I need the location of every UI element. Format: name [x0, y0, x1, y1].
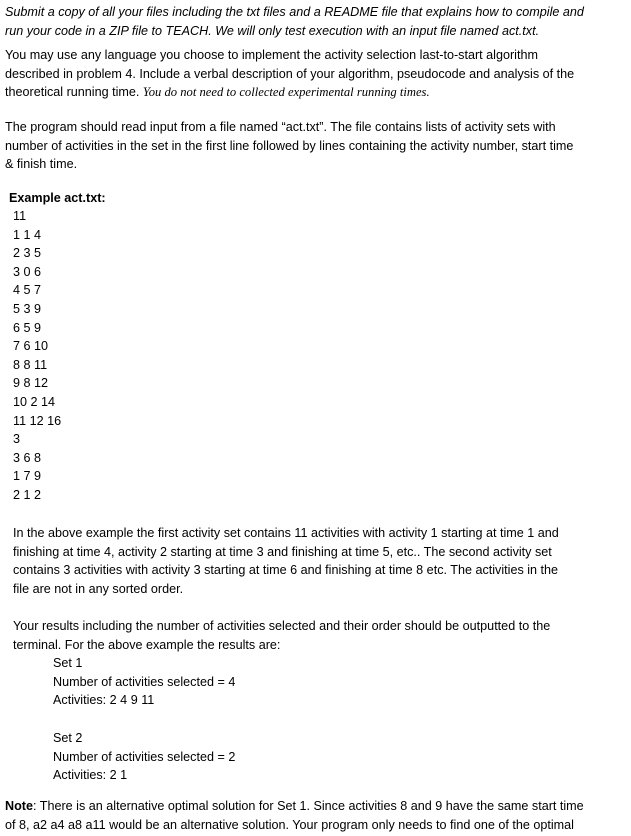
example-line: 11 — [13, 209, 27, 223]
example-line: 2 3 5 — [13, 246, 42, 261]
example-line: 11 12 16 — [13, 413, 62, 428]
example-line: 10 2 14 — [13, 394, 56, 409]
language-paragraph — [5, 46, 629, 102]
results-line-1: Your results including the number of activities selected and their order should be outputted to the — [13, 619, 551, 633]
language-line-2: described in problem 4. Include a verbal description of your algorithm, pseudocode and analysis of the — [5, 66, 575, 81]
example-line: 7 6 10 — [13, 339, 49, 354]
set-1-name: Set 1 — [53, 656, 83, 670]
note-label: Note — [5, 799, 33, 813]
set-1-count: Number of activities selected = 4 — [53, 674, 236, 689]
note-paragraph — [5, 797, 629, 834]
explanation-line-3: contains 3 activities with activity 3 starting at time 6 and finishing at time 8 etc. The activities in the — [13, 563, 559, 578]
language-line-1: You may use any language you choose to implement the activity selection last-to-start algorithm — [5, 48, 538, 62]
explanation-line-4: file are not in any sorted order. — [13, 581, 184, 596]
example-line: 6 5 9 — [13, 320, 42, 335]
example-line: 2 1 2 — [13, 487, 42, 502]
example-line: 3 6 8 — [13, 450, 42, 465]
results-line-2: terminal. For the above example the results are: — [13, 637, 281, 652]
explanation-line-1: In the above example the first activity set contains 11 activities with activity 1 starting at time 1 and — [13, 526, 559, 540]
submission-line-2: run your code in a ZIP file to TEACH. We will only test execution with an input file named act.txt. — [5, 23, 540, 38]
submission-instructions — [5, 3, 629, 40]
set-2-name: Set 2 — [53, 731, 83, 745]
example-line: 9 8 12 — [13, 376, 49, 391]
input-line-2: number of activities in the set in the first line followed by lines containing the activity number, start time — [5, 138, 574, 153]
input-line-1: The program should read input from a file named “act.txt”. The file contains lists of activity sets with — [5, 120, 556, 134]
input-description — [5, 118, 629, 174]
example-line: 1 7 9 — [13, 469, 42, 484]
note-line-2: of 8, a2 a4 a8 a11 would be an alternative solution. Your program only needs to find one of the optimal — [5, 817, 574, 832]
set-1-activities: Activities: 2 4 9 11 — [53, 693, 155, 708]
example-line: 3 0 6 — [13, 264, 42, 279]
language-line-3-italic: You do not need to collected experimental running times. — [142, 85, 430, 100]
result-set-2 — [53, 729, 235, 785]
results-description — [13, 617, 629, 654]
example-file-lines — [13, 207, 61, 505]
set-2-count: Number of activities selected = 2 — [53, 749, 236, 764]
note-line-1 — [5, 797, 629, 816]
example-heading: Example act.txt: — [9, 191, 106, 205]
result-set-1 — [53, 654, 235, 710]
example-explanation — [13, 524, 629, 598]
example-line: 5 3 9 — [13, 301, 42, 316]
language-line-3 — [5, 83, 629, 102]
example-line: 3 — [13, 432, 21, 447]
example-line: 8 8 11 — [13, 357, 48, 372]
explanation-line-2: finishing at time 4, activity 2 starting at time 3 and finishing at time 5, etc.. The second activity set — [13, 544, 552, 559]
input-line-3: & finish time. — [5, 157, 78, 172]
example-line: 1 1 4 — [13, 227, 42, 242]
note-line-1-text: : There is an alternative optimal solution for Set 1. Since activities 8 and 9 have the same start time — [33, 799, 584, 813]
example-line: 4 5 7 — [13, 283, 42, 298]
set-2-activities: Activities: 2 1 — [53, 768, 128, 783]
submission-line-1: Submit a copy of all your files including the txt files and a README file that explains how to compile and — [5, 5, 584, 19]
language-line-3-prefix: theoretical running time. — [5, 85, 143, 100]
